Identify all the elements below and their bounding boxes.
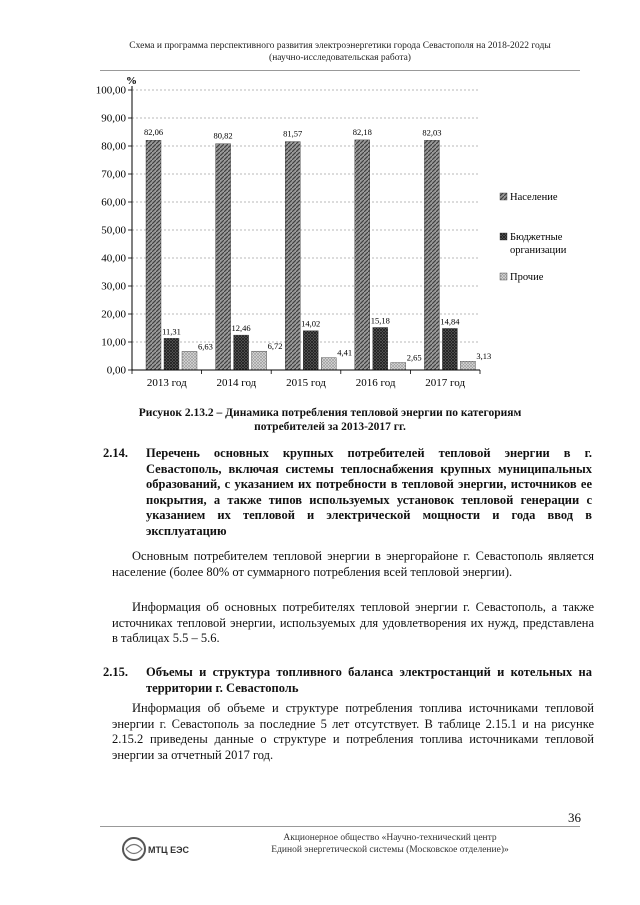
legend-label: Население	[510, 192, 558, 203]
section-2-15-paragraph-1: Информация об объеме и структуре потребления топлива источниками тепловой энергии г. Севастополь за последние 5 лет отсутствует. В таблице 2.15.1 и на рисунке 2.15.2 приведены данные о структуре и потребления топлива источниками тепловой энергии за отчетный 2017 год.	[112, 701, 594, 762]
y-tick-label: 100,00	[95, 84, 126, 97]
y-tick-label: 30,00	[101, 280, 126, 293]
footer-line-1: Акционерное общество «Научно-технический центр	[283, 833, 497, 843]
bar	[460, 361, 475, 370]
page-footer	[200, 832, 580, 856]
bar	[252, 351, 267, 370]
legend-swatch	[500, 233, 507, 240]
y-tick-label: 50,00	[101, 224, 126, 237]
x-tick-label: 2016 год	[355, 377, 396, 389]
bar	[303, 331, 318, 370]
data-label: 4,41	[337, 347, 353, 358]
data-label: 80,82	[213, 130, 233, 141]
footer-divider	[100, 826, 580, 827]
x-tick-label: 2015 год	[286, 377, 326, 389]
caption-line-1: Рисунок 2.13.2 – Динамика потребления тепловой энергии по категориям	[138, 407, 522, 419]
data-label: 14,02	[301, 318, 321, 329]
bar	[164, 338, 179, 370]
header-line-2: (научно-исследовательская работа)	[269, 53, 411, 63]
x-tick-label: 2014 год	[216, 377, 257, 389]
section-title: Перечень основных крупных потребителей тепловой энергии в г. Севастополь, включая системы теплоснабжения крупных муниципальных образований, с указанием их потребности в тепловой энергии, источников ее покрытия, а также типов используемых установок тепловой генерации с указанием их тепловой и электрической мощности и года ввод в эксплуатацию	[146, 446, 592, 538]
footer-line-2: Единой энергетической системы (Московское отделение)»	[271, 845, 509, 855]
logo-text: МТЦ ЕЭС	[148, 845, 189, 855]
data-label: 82,03	[422, 127, 442, 138]
bar	[355, 140, 370, 370]
bar	[391, 363, 406, 370]
bar	[285, 142, 300, 370]
section-2-14-paragraph-1: Основным потребителем тепловой энергии в энергорайоне г. Севастополь является население (более 80% от суммарного потребления всей тепловой энергии).	[112, 549, 594, 579]
data-label: 6,63	[198, 341, 213, 352]
legend-label: Прочие	[510, 272, 544, 283]
section-number: 2.15.	[103, 665, 128, 679]
y-tick-label: 70,00	[101, 168, 126, 181]
data-label: 3,13	[476, 351, 492, 362]
y-tick-label: 80,00	[101, 140, 126, 153]
consumption-bar-chart	[60, 72, 600, 402]
data-label: 81,57	[283, 128, 303, 139]
bar	[216, 144, 231, 370]
bar	[442, 328, 457, 370]
caption-line-2: потребителей за 2013-2017 гг.	[254, 421, 406, 433]
company-logo	[120, 832, 189, 866]
y-tick-label: 10,00	[101, 336, 126, 349]
legend-label-line2: организации	[510, 245, 567, 256]
header-divider	[100, 70, 580, 71]
bar	[234, 335, 249, 370]
x-tick-label: 2013 год	[146, 377, 187, 389]
y-tick-label: 0,00	[106, 364, 126, 377]
figure-caption	[120, 406, 540, 434]
section-title: Объемы и структура топливного баланса электростанций и котельных на территории г. Севастополь	[146, 665, 592, 695]
section-2-15-heading	[103, 665, 592, 696]
bar	[146, 140, 161, 370]
y-axis-unit: %	[126, 75, 137, 87]
y-tick-label: 40,00	[101, 252, 126, 265]
data-label: 2,65	[406, 352, 422, 363]
header-line-1: Схема и программа перспективного развития электроэнергетики города Севастополя на 2018-2022 годы	[129, 41, 551, 51]
data-label: 82,06	[143, 127, 164, 138]
x-tick-label: 2017 год	[425, 377, 466, 389]
data-label: 14,84	[440, 316, 460, 327]
section-2-14-heading	[103, 446, 592, 539]
data-label: 82,18	[352, 126, 372, 137]
legend-label-line1: Бюджетные	[510, 232, 563, 243]
legend-swatch	[500, 273, 507, 280]
section-number: 2.14.	[103, 446, 128, 460]
section-2-14-paragraph-2: Информация об основных потребителях тепловой энергии г. Севастополь, а также источниках тепловой энергии, используемых для удовлетворения их нужд, представлена в таблицах 5.5 – 5.6.	[112, 600, 594, 645]
data-label: 11,31	[162, 326, 181, 337]
y-tick-label: 20,00	[101, 308, 126, 321]
bar	[424, 140, 439, 370]
bar	[321, 358, 336, 370]
page-number: 36	[568, 810, 581, 825]
bar	[373, 327, 388, 370]
data-label: 6,72	[267, 341, 283, 352]
legend-swatch	[500, 193, 507, 200]
data-label: 12,46	[231, 323, 251, 334]
bar	[182, 351, 197, 370]
page-header	[100, 40, 580, 64]
data-label: 15,18	[370, 315, 390, 326]
y-tick-label: 90,00	[101, 112, 126, 125]
y-tick-label: 60,00	[101, 196, 126, 209]
